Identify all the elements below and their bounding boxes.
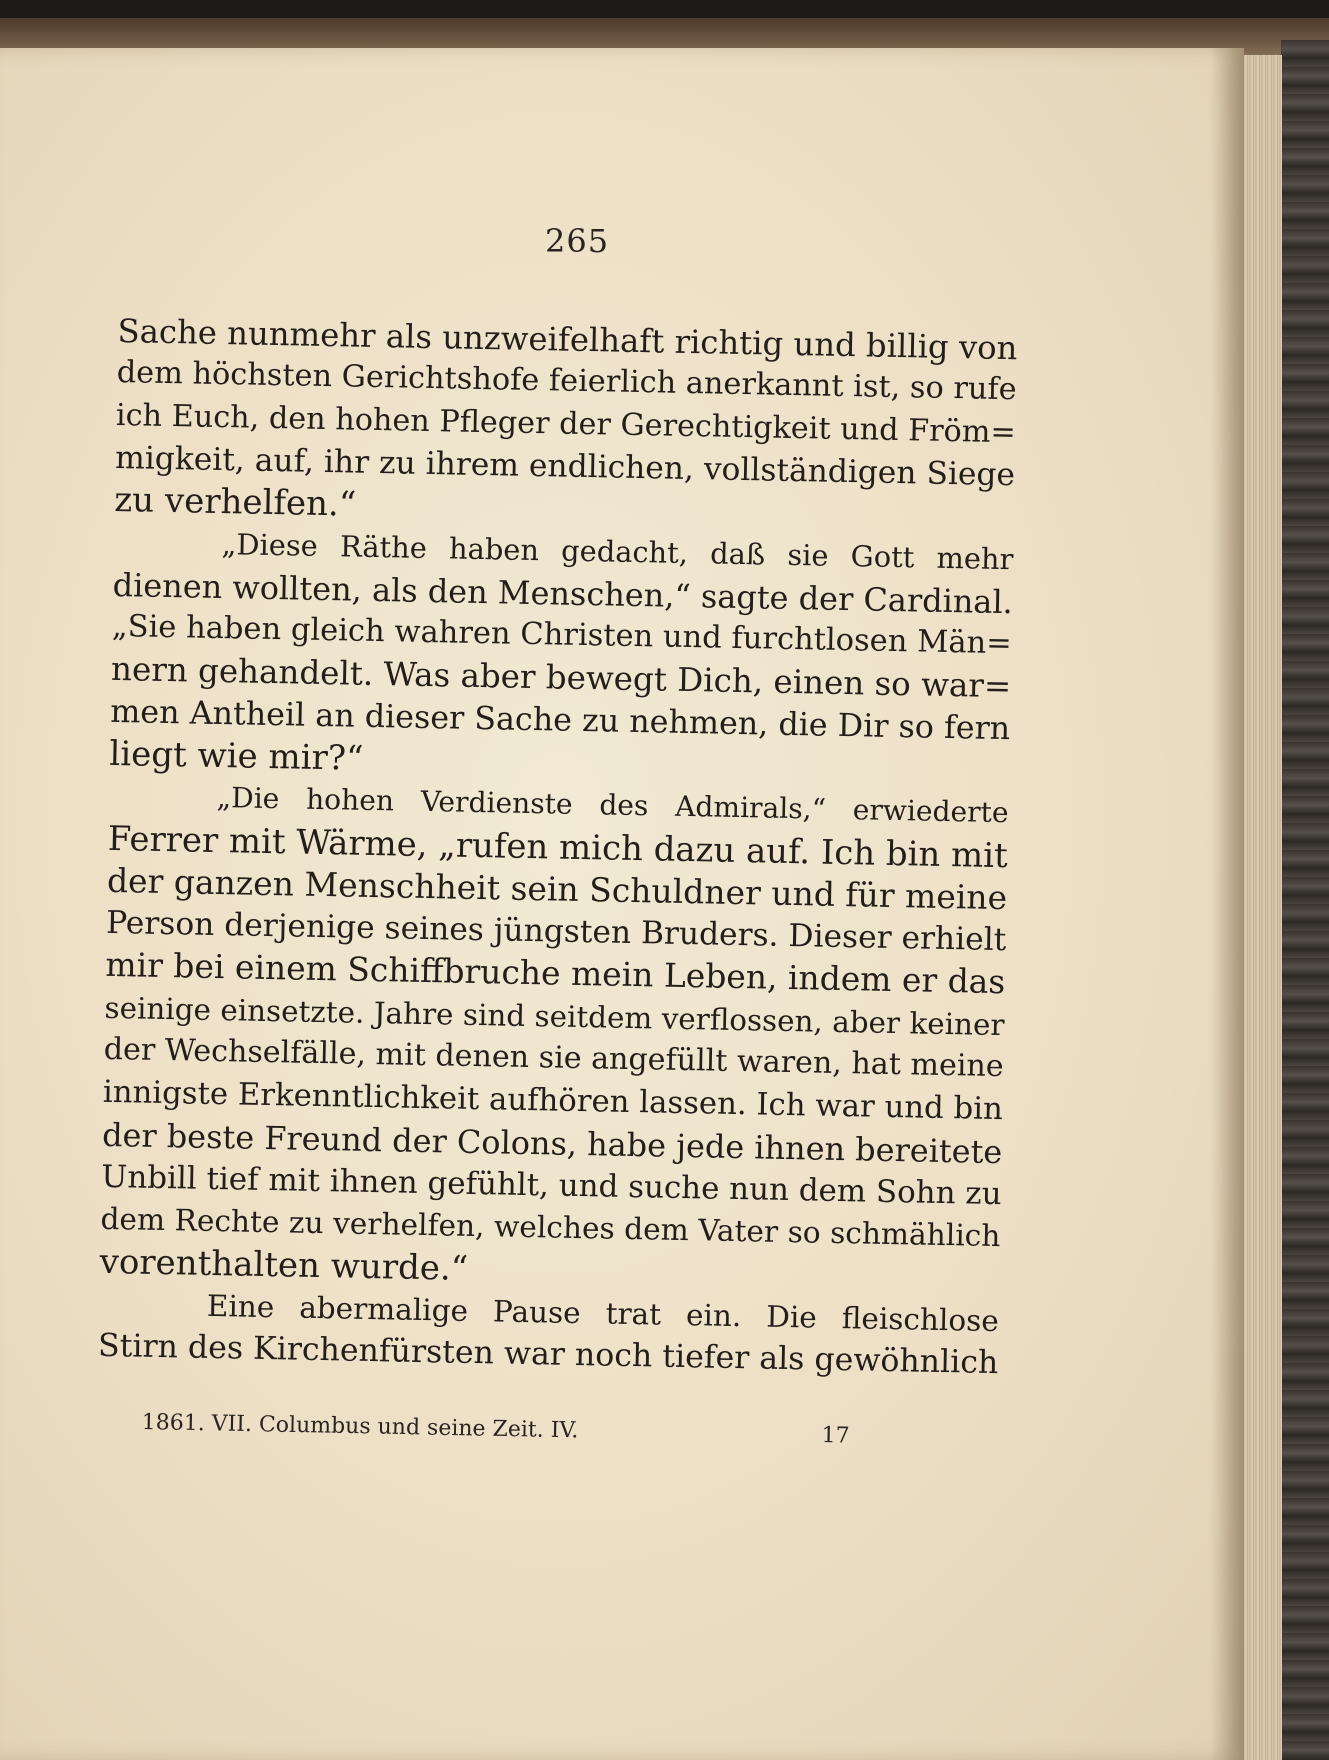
text-line: mir bei einem Schiffbruche mein Leben, indem er das — [105, 945, 1006, 1002]
book-cover-right-edge — [1281, 40, 1329, 1760]
text-line: Person derjenige seines jüngsten Bruders. Dieser erhielt — [105, 905, 1007, 959]
text-line: „Sie haben gleich wahren Christen und furchtlosen Män= — [111, 609, 1013, 662]
text-line: dienen wollten, als den Menschen,“ sagte der Cardinal. — [112, 565, 1014, 622]
text-line: zu verhelfen.“ — [113, 480, 357, 525]
text-line: der beste Freund der Colons, habe jede ihnen bereitete — [101, 1115, 1003, 1171]
page-number: 265 — [545, 222, 610, 260]
text-line: seinige einsetzte. Jahre sind seitdem verflossen, aber keiner — [104, 990, 1005, 1042]
text-line: dem höchsten Gerichtshofe feierlich anerkannt ist, so rufe — [116, 355, 1017, 408]
text-line: liegt wie mir?“ — [109, 733, 364, 779]
text-line: migkeit, auf, ihr zu ihrem endlichen, vollständigen Siege — [114, 439, 1016, 494]
text-line: innigste Erkenntlichkeit aufhören lassen. Ich war und bin — [102, 1074, 1004, 1128]
text-line: Unbill tief mit ihnen gefühlt, und suche nun dem Sohn zu — [101, 1158, 1002, 1213]
text-line: vorenthalten wurde.“ — [99, 1241, 469, 1289]
footer-sheet-number: 17 — [821, 1423, 850, 1449]
text-line: der ganzen Menschheit sein Schuldner und für meine — [106, 860, 1008, 918]
page-shadow — [1210, 48, 1244, 1760]
text-line: Ferrer mit Wärme, „rufen mich dazu auf. Ich bin mit — [107, 818, 1009, 875]
text-line: Sache nunmehr als unzweifelhaft richtig und billig von — [117, 311, 1018, 368]
text-line: Eine abermalige Pause trat ein. Die fleischlose — [206, 1288, 1000, 1338]
text-line: ich Euch, den hohen Pfleger der Gerechtigkeit und Fröm= — [115, 397, 1017, 450]
text-line: Stirn des Kirchenfürsten war noch tiefer als gewöhnlich — [97, 1327, 999, 1382]
text-line: men Antheil an dieser Sache zu nehmen, die Dir so fern — [109, 693, 1011, 747]
text-line: „Die hohen Verdienste des Admirals,“ erwiederte — [216, 781, 1009, 830]
text-line: der Wechselfälle, mit denen sie angefüllt waren, hat meine — [103, 1031, 1005, 1085]
text-line: dem Rechte zu verhelfen, welches dem Vater so schmählich — [100, 1202, 1001, 1254]
text-line: „Diese Räthe haben gedacht, daß sie Gott mehr — [221, 527, 1014, 577]
text-line: nern gehandelt. Was aber bewegt Dich, einen so war= — [110, 650, 1012, 706]
footer-signature: 1861. VII. Columbus und seine Zeit. IV. — [141, 1410, 579, 1444]
body-text — [98, 310, 1018, 1385]
